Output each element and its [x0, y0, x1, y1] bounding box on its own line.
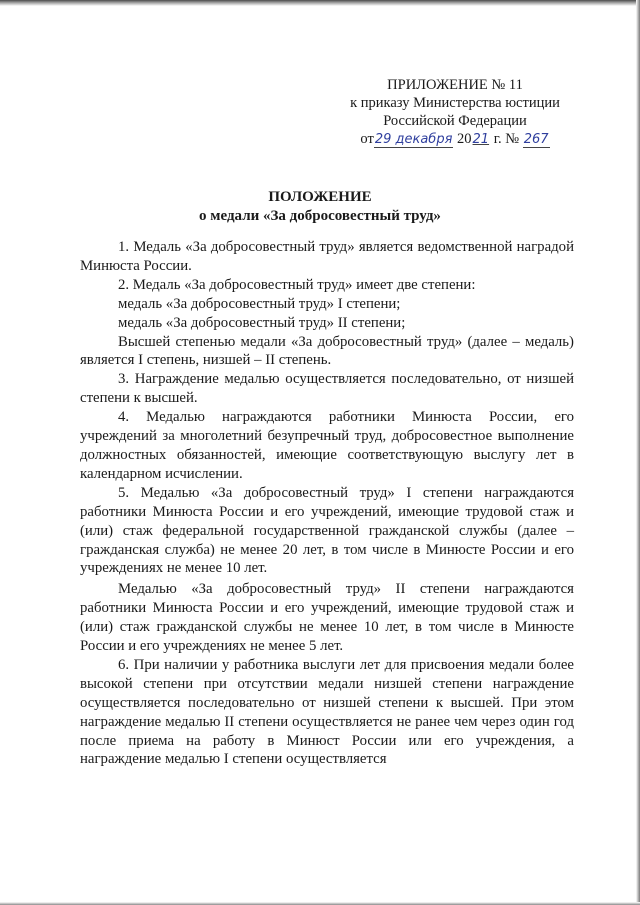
- document-title: [60, 188, 580, 226]
- title-main: ПОЛОЖЕНИЕ: [268, 189, 372, 205]
- paragraph-2-degree-2: медаль «За добросовестный труд» II степени;: [118, 314, 406, 331]
- appendix-number: ПРИЛОЖЕНИЕ № 11: [387, 77, 523, 93]
- paragraph-3: 3. Награждение медалью осуществляется последовательно, от низшей степени к высшей.: [80, 371, 574, 407]
- paragraph-1: 1. Медаль «За добросовестный труд» является ведомственной наградой Минюста России.: [80, 239, 574, 274]
- paragraph-2: 2. Медаль «За добросовестный труд» имеет две степени:: [118, 276, 476, 293]
- paragraph-2-highest: Высшей степенью медали «За добросовестный труд» (далее – медаль) является I степень, низшей – II степень.: [80, 333, 574, 369]
- appendix-order-ref: к приказу Министерства юстиции: [350, 95, 560, 111]
- appendix-date-line: [330, 130, 580, 149]
- appendix-federation: Российской Федерации: [383, 113, 527, 129]
- paragraph-5: 5. Медалью «За добросовестный труд» I степени награждаются работники Минюста России и его учреждений, имеющие трудовой стаж и (или) стаж федеральной государственной гражданской службы (далее – гражданская служба) не менее 20 лет, в том числе в Минюсте России и его учреждениях не менее 10 лет.: [80, 484, 574, 577]
- handwritten-year: 21: [472, 132, 490, 147]
- paragraph-2-degree-1: медаль «За добросовестный труд» I степени;: [118, 295, 401, 312]
- scan-edge-top: [0, 0, 640, 6]
- paragraph-4: 4. Медалью награждаются работники Минюста России, его учреждений за многолетний безупречный труд, добросовестное выполнение должностных обязанностей, имеющие соответствующую выслугу лет в календарном исчислении.: [80, 409, 574, 482]
- date-prefix: от: [360, 131, 374, 147]
- handwritten-date: 29 декабря: [374, 132, 453, 147]
- paragraph-5-degree-2: Медалью «За добросовестный труд» II степени награждаются работники Минюста России и его учреждений, имеющие трудовой стаж и (или) стаж гражданской службы не менее 10 лет, в том числе в Минюсте России и его учреждениях не менее 5 лет.: [80, 581, 574, 655]
- handwritten-order-number: 267: [523, 132, 549, 147]
- appendix-header: [330, 76, 580, 149]
- scan-edge-right: [636, 0, 640, 905]
- document-body: [80, 238, 574, 769]
- year-suffix: г. №: [490, 131, 523, 147]
- title-subtitle: о медали «За добросовестный труд»: [199, 208, 441, 224]
- year-prefix: 20: [457, 131, 472, 147]
- paragraph-6: 6. При наличии у работника выслуги лет для присвоения медали более высокой степени при отсутствии медали низшей степени награждение осуществляется последовательно от низшей степени к высшей. При этом награждение медалью II степени осуществляется не ранее чем через один год после приема на работу в Минюст России или его учреждения, а награждение медалью I степени осуществляется: [80, 656, 574, 768]
